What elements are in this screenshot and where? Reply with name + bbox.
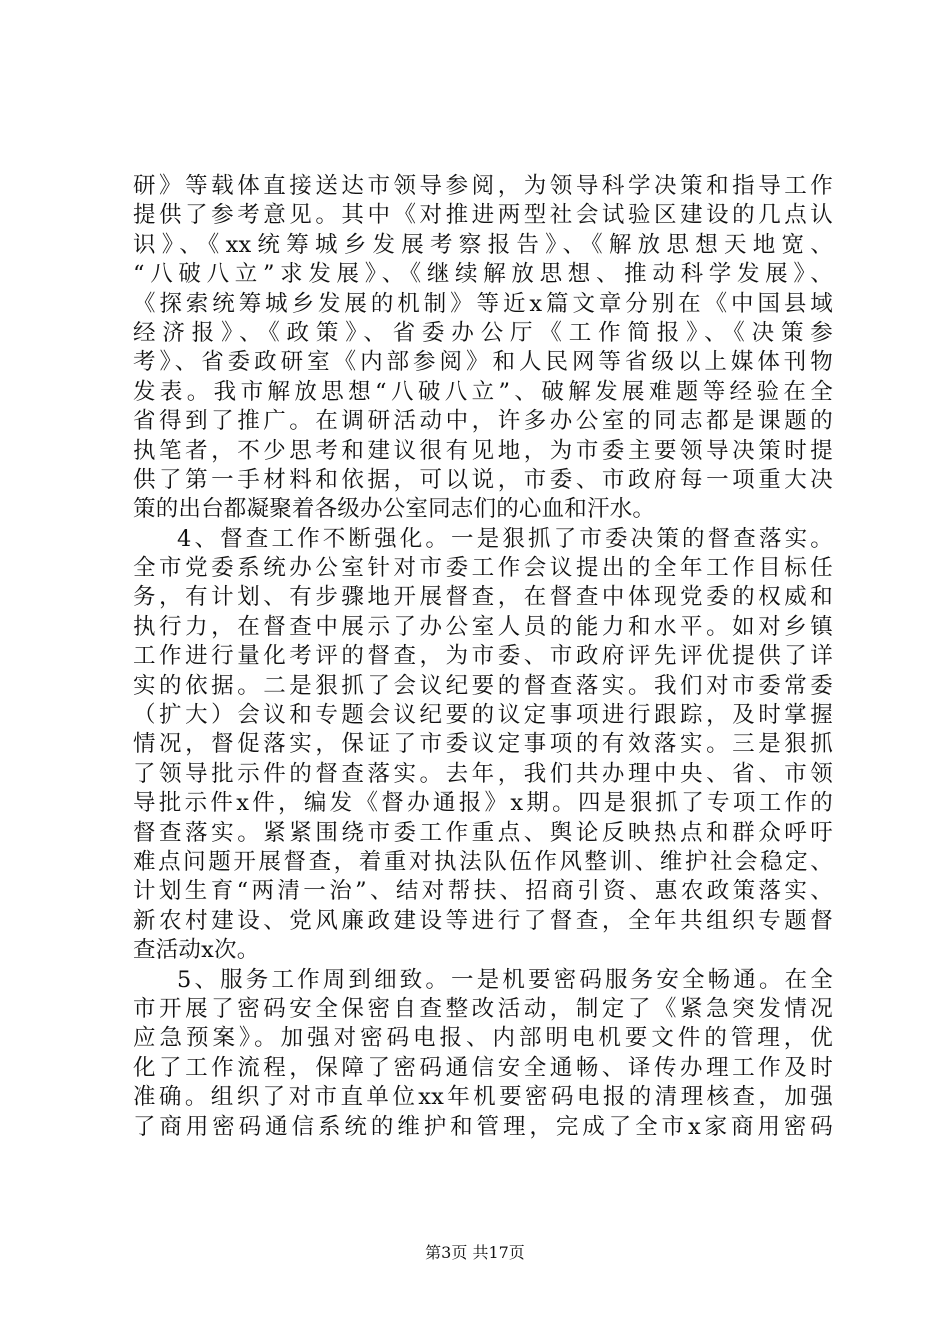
text-line: 化了工作流程，保障了密码通信安全通畅、译传办理工作及时 [133, 1054, 833, 1081]
paragraph-start-line: 5、服务工作周到细致。一是机要密码服务安全畅通。在全 [177, 966, 833, 993]
body-text [133, 172, 833, 1142]
text-line: 《探索统筹城乡发展的机制》等近x篇文章分别在《中国县域 [133, 290, 833, 317]
text-line: “八破八立”求发展》、《继续解放思想、推动科学发展》、 [133, 261, 833, 288]
text-line: 准确。组织了对市直单位xx年机要密码电报的清理核查，加强 [133, 1084, 833, 1111]
text-line: 导批示件x件，编发《督办通报》x期。四是狠抓了专项工作的 [133, 790, 833, 817]
text-line: 情况，督促落实，保证了市委议定事项的有效落实。三是狠抓 [133, 731, 833, 758]
text-line: 难点问题开展督查，着重对执法队伍作风整训、维护社会稳定、 [133, 848, 833, 875]
text-line: （扩大）会议和专题会议纪要的议定事项进行跟踪，及时掌握 [133, 702, 833, 729]
page-number-label: 第3页 共17页 [425, 1243, 525, 1262]
text-line: 发表。我市解放思想“八破八立”、破解发展难题等经验在全 [133, 378, 833, 405]
text-line: 应急预案》。加强对密码电报、内部明电机要文件的管理，优 [133, 1025, 833, 1052]
text-line: 执笔者，不少思考和建议很有见地，为市委主要领导决策时提 [133, 437, 833, 464]
text-line: 策的出台都凝聚着各级办公室同志们的心血和汗水。 [133, 496, 656, 523]
text-line: 市开展了密码安全保密自查整改活动，制定了《紧急突发情况 [133, 995, 833, 1022]
text-line: 提供了参考意见。其中《对推进两型社会试验区建设的几点认 [133, 202, 833, 229]
text-line: 查活动x次。 [133, 937, 260, 964]
text-line: 工作进行量化考评的督查，为市委、市政府评先评优提供了详 [133, 643, 833, 670]
text-line: 实的依据。二是狠抓了会议纪要的督查落实。我们对市委常委 [133, 672, 833, 699]
text-line: 执行力，在督查中展示了办公室人员的能力和水平。如对乡镇 [133, 613, 833, 640]
text-line: 供了第一手材料和依据，可以说，市委、市政府每一项重大决 [133, 466, 833, 493]
paragraph-start-line: 4、督查工作不断强化。一是狠抓了市委决策的督查落实。 [177, 525, 833, 552]
text-line: 督查落实。紧紧围绕市委工作重点、舆论反映热点和群众呼吁 [133, 819, 833, 846]
text-line: 省得到了推广。在调研活动中，许多办公室的同志都是课题的 [133, 408, 833, 435]
text-line: 研》等载体直接送达市领导参阅，为领导科学决策和指导工作 [133, 173, 833, 199]
text-line: 计划生育“两清一治”、结对帮扶、招商引资、惠农政策落实、 [133, 878, 833, 905]
text-line: 了领导批示件的督查落实。去年，我们共办理中央、省、市领 [133, 760, 833, 787]
text-line: 识》、《xx统筹城乡发展考察报告》、《解放思想天地宽、 [133, 231, 833, 258]
text-line: 考》、省委政研室《内部参阅》和人民网等省级以上媒体刊物 [133, 349, 833, 376]
text-line: 新农村建设、党风廉政建设等进行了督查，全年共组织专题督 [133, 907, 833, 934]
text-line: 全市党委系统办公室针对市委工作会议提出的全年工作目标任 [133, 555, 833, 582]
text-line: 务，有计划、有步骤地开展督查，在督查中体现党委的权威和 [133, 584, 833, 611]
text-line: 了商用密码通信系统的维护和管理，完成了全市x家商用密码 [133, 1113, 833, 1140]
page-footer [0, 1243, 950, 1263]
text-line: 经济报》、《政策》、省委办公厅《工作简报》、《决策参 [133, 319, 833, 346]
